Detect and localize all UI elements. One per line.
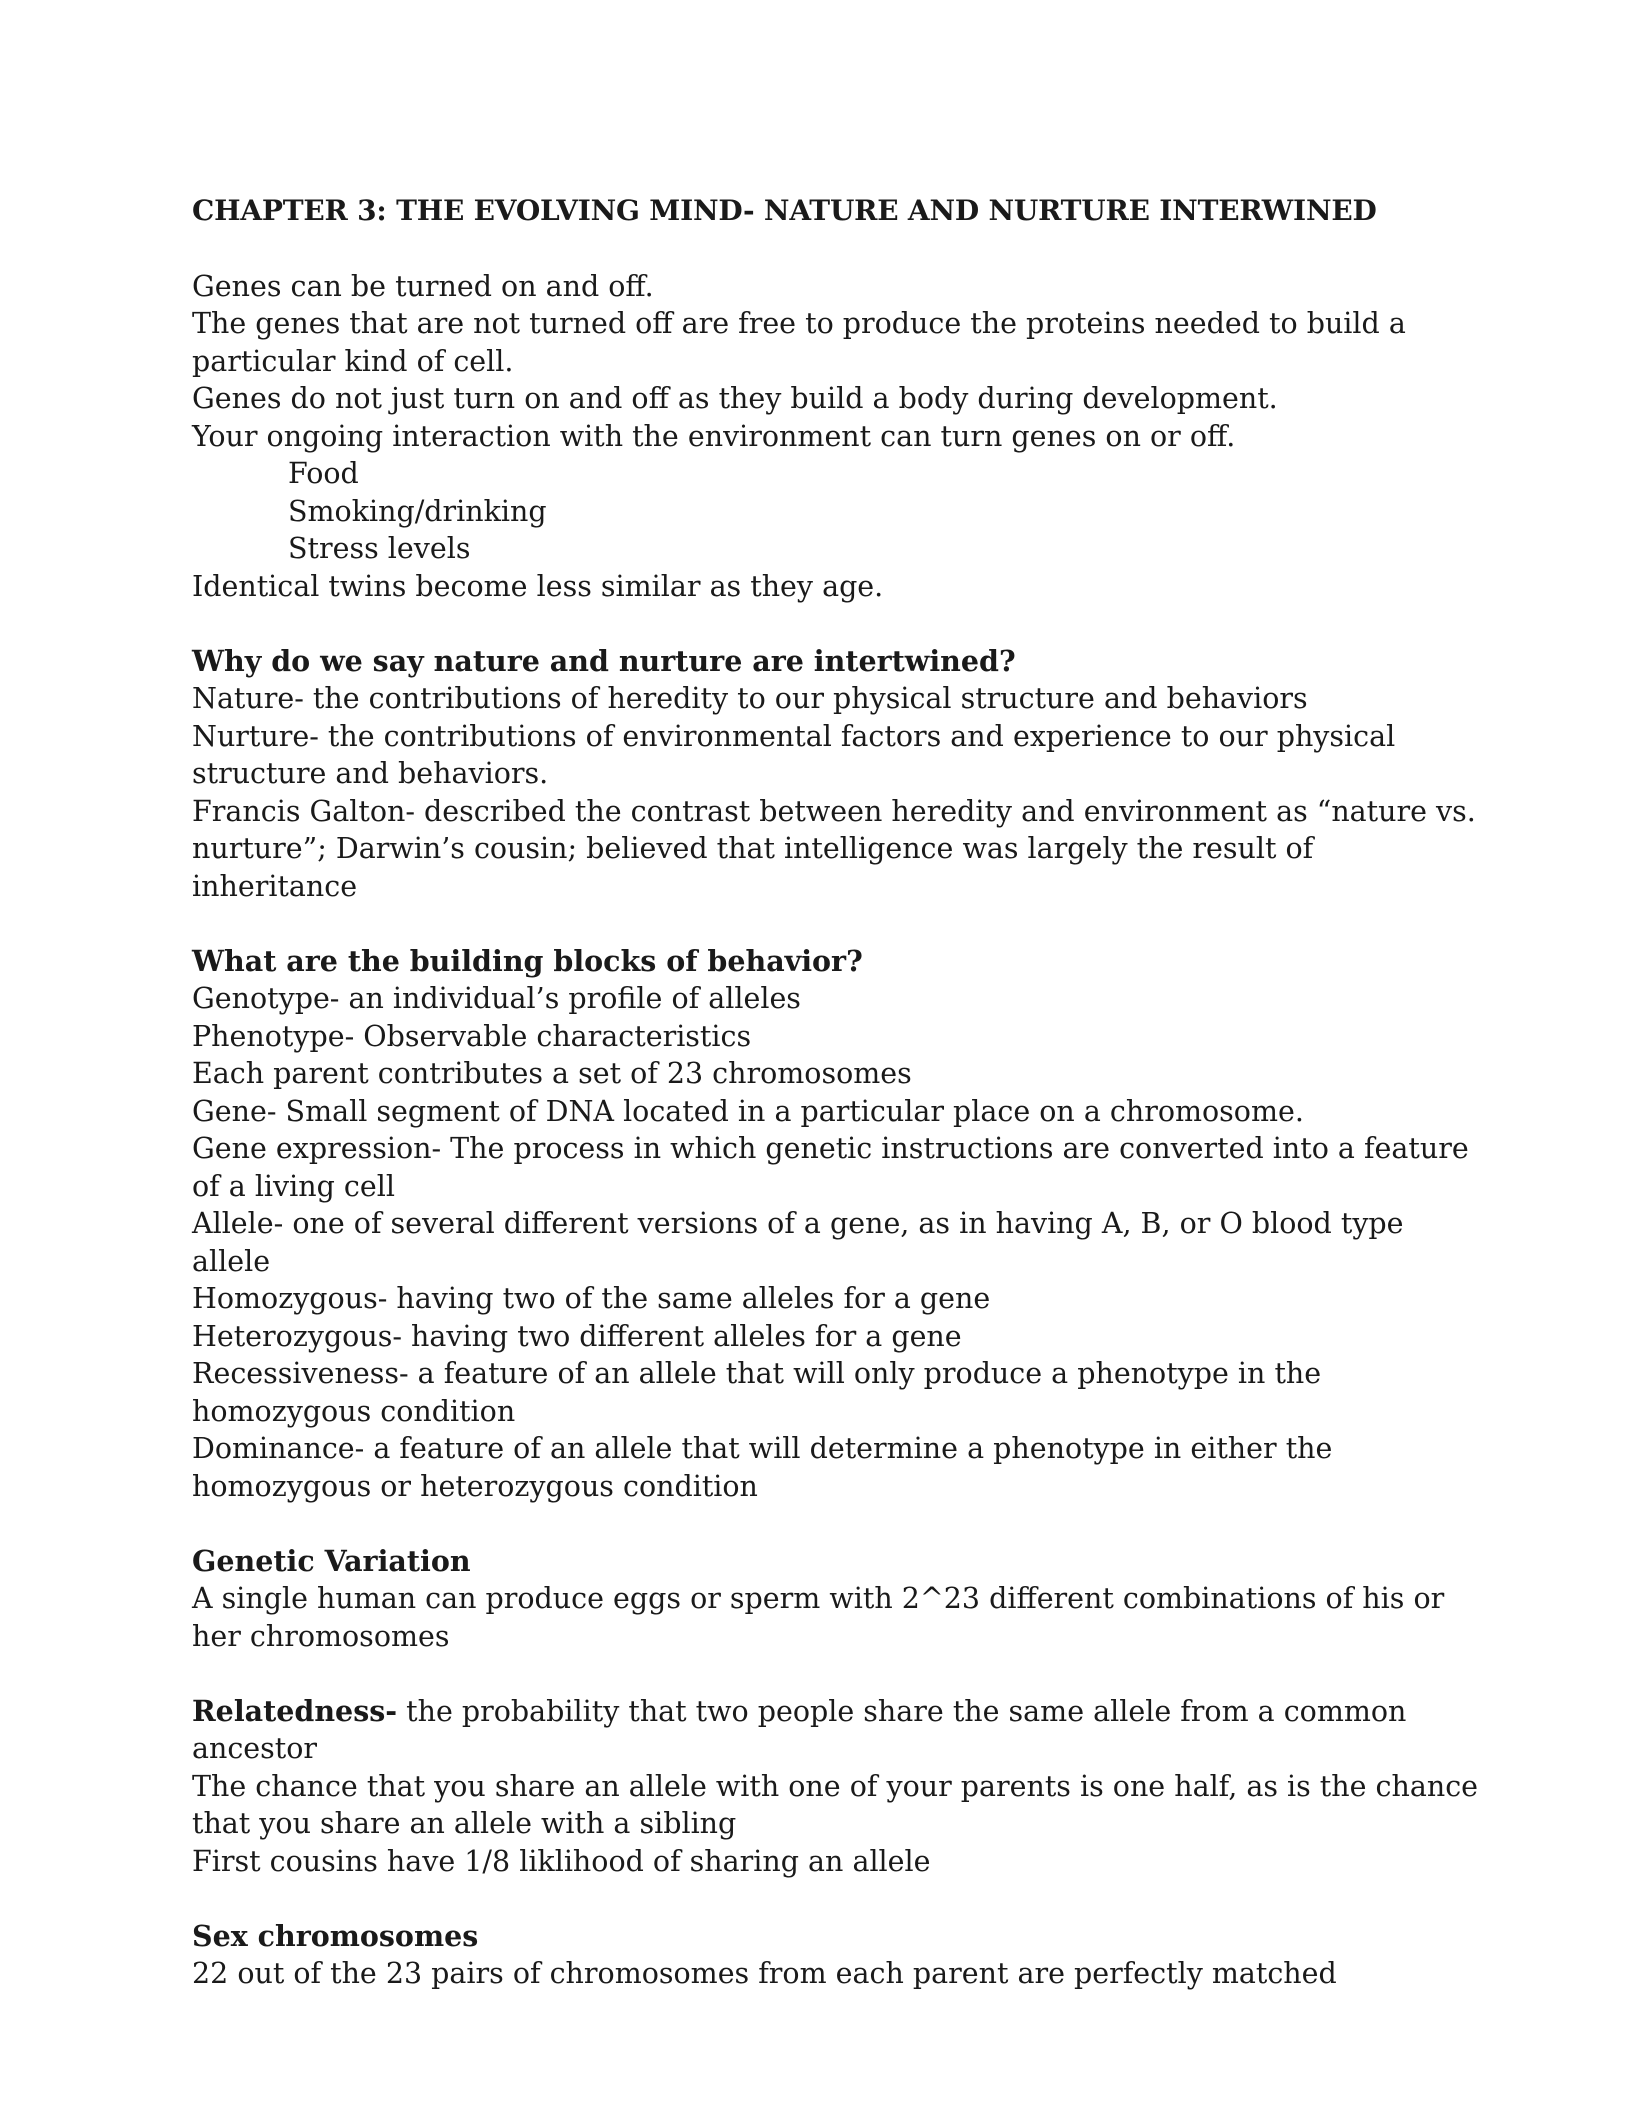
definition-line: Dominance- a feature of an allele that will determine a phenotype in either the homozygous or heterozygous condition xyxy=(192,1432,1333,1503)
definition-line: The chance that you share an allele with one of your parents is one half, as is the chance that you share an allele with a sibling xyxy=(192,1769,1479,1840)
building-blocks-section xyxy=(192,943,1482,1506)
definition-line: Homozygous- having two of the same alleles for a gene xyxy=(192,1282,991,1315)
section-heading: Genetic Variation xyxy=(192,1543,471,1578)
relatedness-definition xyxy=(192,1693,1482,1768)
definition-line: First cousins have 1/8 liklihood of sharing an allele xyxy=(192,1844,931,1878)
intro-line: Genes do not just turn on and off as they build a body during development. xyxy=(192,382,1278,415)
definition-line: Gene expression- The process in which genetic instructions are converted into a feature of a living cell xyxy=(192,1132,1469,1203)
document-page xyxy=(192,192,1482,2030)
intertwined-section xyxy=(192,643,1482,906)
relatedness-term: Relatedness- xyxy=(192,1693,398,1728)
definition-line: Francis Galton- described the contrast between heredity and environment as “nature vs. nurture”; Darwin’s cousin; believed that intelligence was largely the result of inheritance xyxy=(192,794,1476,903)
chapter-title: CHAPTER 3: THE EVOLVING MIND- NATURE AND NURTURE INTERWINED xyxy=(192,194,1377,227)
definition-line: Nature- the contributions of heredity to our physical structure and behaviors xyxy=(192,682,1308,715)
definition-line: Recessiveness- a feature of an allele that will only produce a phenotype in the homozygous condition xyxy=(192,1357,1322,1428)
definition-line: Gene- Small segment of DNA located in a particular place on a chromosome. xyxy=(192,1094,1304,1128)
section-heading: Why do we say nature and nurture are intertwined? xyxy=(192,643,1016,678)
definition-line: Each parent contributes a set of 23 chromosomes xyxy=(192,1057,912,1090)
definition-line: Phenotype- Observable characteristics xyxy=(192,1019,752,1053)
genetic-variation-section xyxy=(192,1543,1482,1656)
definition-line: Heterozygous- having two different alleles for a gene xyxy=(192,1319,962,1353)
factor-item: Smoking/drinking xyxy=(288,494,547,528)
definition-line: Allele- one of several different versions of a gene, as in having A, B, or O blood type allele xyxy=(192,1207,1404,1278)
factor-item: Stress levels xyxy=(288,532,471,565)
definition-line: Genotype- an individual’s profile of alleles xyxy=(192,982,801,1015)
definition-line: Nurture- the contributions of environmental factors and experience to our physical structure and behaviors. xyxy=(192,719,1396,790)
section-heading: What are the building blocks of behavior? xyxy=(192,943,863,978)
intro-section xyxy=(192,268,1482,606)
intro-line: The genes that are not turned off are free to produce the proteins needed to build a particular kind of cell. xyxy=(192,307,1406,378)
definition-line: A single human can produce eggs or sperm with 2^23 different combinations of his or her chromosomes xyxy=(192,1582,1445,1653)
relatedness-section xyxy=(192,1693,1482,1881)
section-heading: Sex chromosomes xyxy=(192,1918,479,1953)
intro-line: Genes can be turned on and off. xyxy=(192,269,654,303)
factor-item: Food xyxy=(288,457,359,490)
definition-line: 22 out of the 23 pairs of chromosomes from each parent are perfectly matched xyxy=(192,1957,1337,1990)
sex-chromosomes-section xyxy=(192,1918,1482,1993)
relatedness-text: the probability that two people share the same allele from a common ancestor xyxy=(192,1694,1407,1765)
intro-closing: Identical twins become less similar as they age. xyxy=(192,569,884,603)
intro-line: Your ongoing interaction with the environment can turn genes on or off. xyxy=(192,419,1236,453)
